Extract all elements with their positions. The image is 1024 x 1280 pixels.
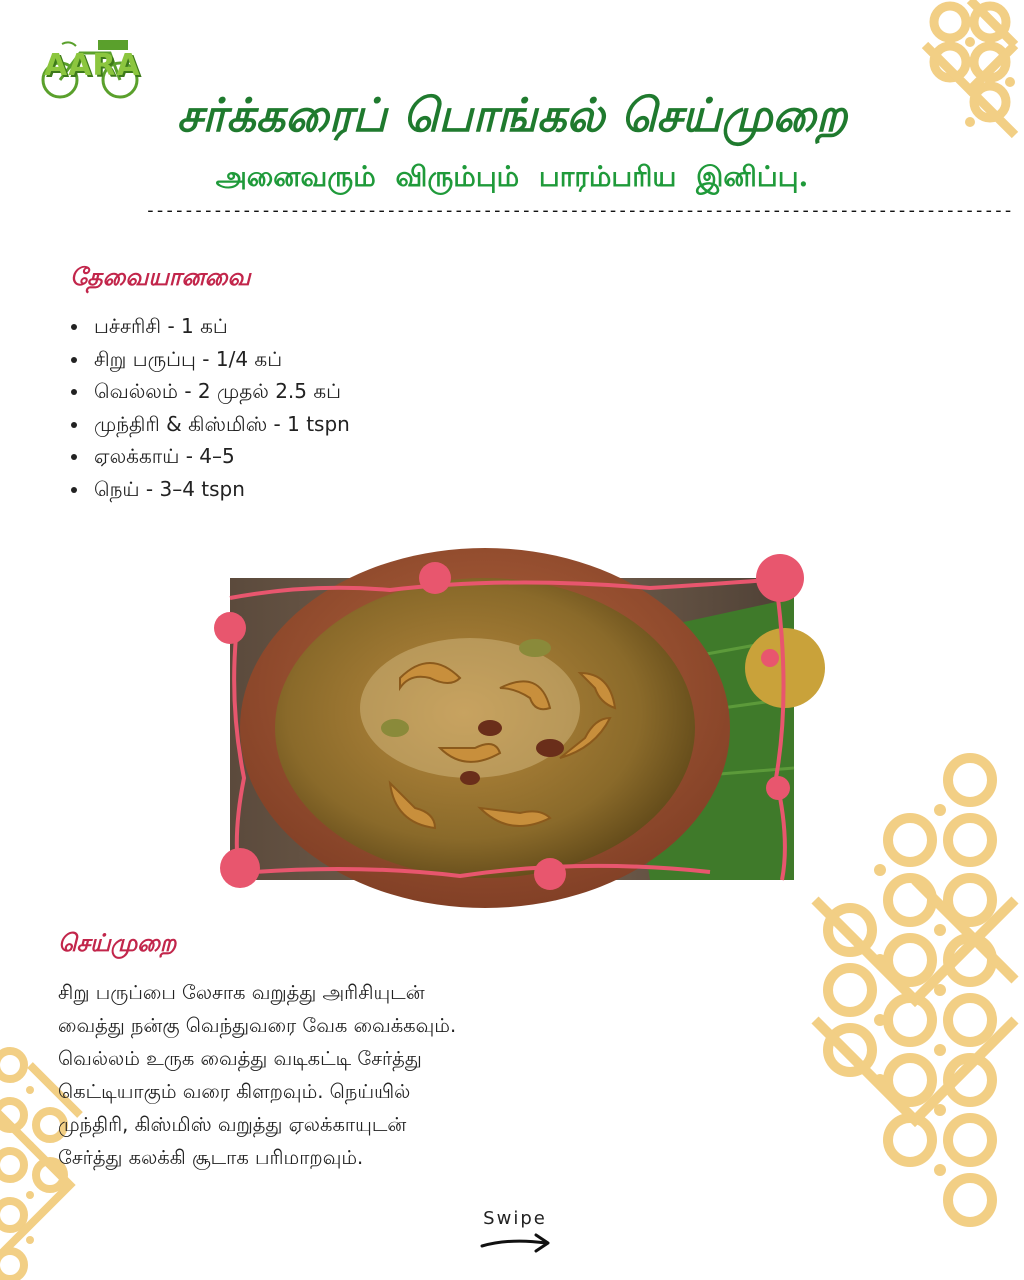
swipe-label[interactable]: Swipe [483,1208,547,1229]
method-heading: செய்முறை [58,928,177,957]
list-item: • ஏலக்காய் - 4–5 [90,440,350,473]
page-title: சர்க்கரைப் பொங்கல் செய்முறை [176,88,848,142]
logo-text: AARA [44,48,141,83]
list-item: • பச்சரிசி - 1 கப் [90,310,350,343]
ingredients-list [66,310,350,505]
arrow-right-icon[interactable] [480,1232,552,1254]
page-subtitle: அனைவரும் விரும்பும் பாரம்பரிய இனிப்பு. [215,160,809,193]
ingredients-heading: தேவையானவை [70,262,251,291]
pongal-photo [230,578,794,880]
kolam-pattern-icon [785,745,1024,1270]
list-item: • நெய் - 3–4 tspn [90,473,350,506]
list-item: • முந்திரி & கிஸ்மிஸ் - 1 tspn [90,408,350,441]
divider: ------------------------------------------------------------------------------------------ [145,200,1013,221]
list-item: • வெல்லம் - 2 முதல் 2.5 கப் [90,375,350,408]
floral-border-icon [230,578,794,880]
list-item: • சிறு பருப்பு - 1/4 கப் [90,343,350,376]
method-text: சிறு பருப்பை லேசாக வறுத்து அரிசியுடன் வைத்து நன்கு வெந்துவரை வேக வைக்கவும். வெல்லம் உருக வைத்து வடிகட்டி சேர்த்து கெட்டியாகும் வரை கிளறவும். நெய்யில் முந்திரி, கிஸ்மிஸ் வறுத்து ஏலக்காயுடன் சேர்த்து கலக்கி சூடாக பரிமாறவும். [58,981,457,1169]
